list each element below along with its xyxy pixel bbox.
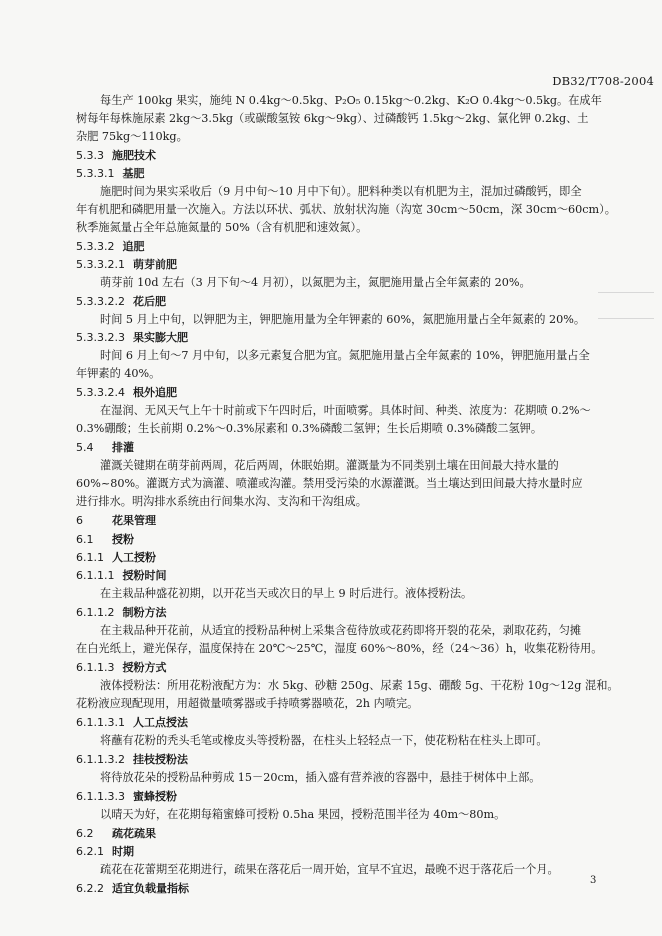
section-number: 5.3.3.1	[76, 167, 115, 180]
section-title: 疏花疏果	[112, 827, 156, 840]
section-heading	[76, 827, 156, 841]
section-heading	[76, 331, 188, 345]
section-heading	[76, 295, 166, 309]
body-text-line: 疏花在花蕾期至花期进行，疏果在落花后一周开始，宜早不宜迟，最晚不迟于落花后一个月。	[100, 863, 559, 876]
section-title: 时期	[112, 845, 134, 858]
section-title: 人工点授法	[132, 716, 188, 729]
section-number: 6.1.1.3	[76, 661, 115, 674]
section-title: 果实膨大肥	[132, 331, 188, 344]
section-heading	[76, 569, 166, 583]
section-title: 萌芽前肥	[132, 258, 177, 271]
section-number: 6.2.1	[76, 845, 104, 858]
section-number: 6.1.1	[76, 551, 104, 564]
body-text-line: 每生产 100kg 果实，施纯 N 0.4kg～0.5kg、P₂O₅ 0.15kg～0.2kg、K₂O 0.4kg～0.5kg。在成年	[100, 94, 602, 107]
section-title: 施肥技术	[112, 149, 156, 162]
section-heading	[76, 149, 156, 163]
body-text-line: 杂肥 75kg～110kg。	[76, 130, 188, 143]
section-number: 6.2	[76, 827, 94, 840]
scan-edge-mark	[598, 292, 654, 293]
body-text-line: 在湿润、无风天气上午十时前或下午四时后，叶面喷雾。具体时间、种类、浓度为：花期喷 0.2%～	[100, 404, 591, 417]
section-heading	[76, 790, 177, 804]
section-heading	[76, 753, 188, 767]
section-title: 根外追肥	[132, 386, 177, 399]
body-text-line: 施肥时间为果实采收后（9 月中旬～10 月中下旬）。肥料种类以有机肥为主，混加过磷酸钙，即全	[100, 185, 582, 198]
section-number: 6.1.1.2	[76, 606, 115, 619]
body-text-line: 液体授粉法：所用花粉液配方为：水 5kg、砂糖 250g、尿素 15g、硼酸 5g、干花粉 10g～12g 混和。	[100, 679, 619, 692]
section-heading	[76, 386, 177, 400]
body-text-line: 在主栽品种盛花初期，以开花当天或次日的早上 9 时后进行。液体授粉法。	[100, 587, 473, 600]
body-text-line: 年钾素的 40%。	[76, 367, 161, 380]
section-title: 制粉方法	[122, 606, 167, 619]
body-text-line: 在白光纸上，避光保存，温度保持在 20℃～25℃，湿度 60%～80%，经（24～36）h，收集花粉待用。	[76, 642, 603, 655]
section-title: 排灌	[112, 441, 134, 454]
section-number: 6.1.1.3.3	[76, 790, 125, 803]
section-number: 6.1.1.1	[76, 569, 115, 582]
section-title: 基肥	[122, 167, 145, 180]
body-text-line: 将待放花朵的授粉品种剪成 15－20cm，插入盛有营养液的容器中，悬挂于树体中上部。	[100, 771, 541, 784]
section-number: 6.1.1.3.2	[76, 753, 125, 766]
section-title: 蜜蜂授粉	[132, 790, 177, 803]
section-title: 追肥	[122, 240, 145, 253]
body-text-line: 0.3%硼酸；生长前期 0.2%～0.3%尿素和 0.3%磷酸二氢钾；生长后期喷 0.3%磷酸二氢钾。	[76, 422, 543, 435]
section-heading	[76, 661, 166, 675]
scan-edge-mark	[598, 318, 654, 319]
section-heading	[76, 606, 166, 620]
section-title: 授粉方式	[122, 661, 167, 674]
section-heading	[76, 514, 156, 528]
body-text-line: 灌溉关键期在萌芽前两周，花后两周，休眠始期。灌溉量为不同类别土壤在田间最大持水量的	[100, 459, 559, 472]
section-heading	[76, 258, 177, 272]
section-number: 6	[76, 514, 83, 527]
section-number: 5.3.3	[76, 149, 104, 162]
section-number: 6.2.2	[76, 882, 104, 895]
section-number: 5.3.3.2.1	[76, 258, 125, 271]
body-text-line: 年有机肥和磷肥用量一次施入。方法以环状、弧状、放射状沟施（沟宽 30cm～50cm，深 30cm～60cm）。	[76, 203, 616, 216]
section-heading	[76, 845, 134, 859]
section-number: 6.1.1.3.1	[76, 716, 125, 729]
section-number: 5.3.3.2	[76, 240, 115, 253]
section-number: 5.3.3.2.2	[76, 295, 125, 308]
section-title: 授粉时间	[122, 569, 167, 582]
body-text-line: 60%~80%。灌溉方式为滴灌、喷灌或沟灌。禁用受污染的水源灌溉。当土壤达到田间最大持水量时应	[76, 477, 583, 490]
body-text-line: 时间 6 月上旬～7 月中旬，以多元素复合肥为宜。氮肥施用量占全年氮素的 10%，钾肥施用量占全	[100, 349, 590, 362]
body-text-line: 秋季施氮量占全年总施氮量的 50%（含有机肥和速效氮）。	[76, 221, 368, 234]
section-title: 人工授粉	[112, 551, 156, 564]
section-title: 适宜负载量指标	[112, 882, 189, 895]
section-heading	[76, 167, 144, 181]
section-number: 5.3.3.2.4	[76, 386, 125, 399]
section-title: 挂枝授粉法	[132, 753, 188, 766]
page-number: 3	[590, 875, 597, 886]
body-text-line: 在主栽品种开花前，从适宜的授粉品种树上采集含苞待放或花药即将开裂的花朵，剥取花药，匀摊	[100, 624, 582, 637]
body-text-line: 时间 5 月上中旬，以钾肥为主，钾肥施用量为全年钾素的 60%，氮肥施用量占全年氮素的 20%。	[100, 313, 586, 326]
section-heading	[76, 882, 189, 896]
body-text-line: 以晴天为好，在花期每箱蜜蜂可授粉 0.5ha 果园，授粉范围半径为 40m～80m。	[100, 808, 506, 821]
section-title: 授粉	[112, 533, 134, 546]
body-text-line: 萌芽前 10d 左右（3 月下旬～4 月初），以氮肥为主，氮肥施用量占全年氮素的 20%。	[100, 276, 531, 289]
document-code: DB32/T708-2004	[552, 74, 654, 88]
section-number: 6.1	[76, 533, 94, 546]
section-number: 5.3.3.2.3	[76, 331, 125, 344]
section-heading	[76, 551, 156, 565]
section-number: 5.4	[76, 441, 94, 454]
body-text-line: 将蘸有花粉的秃头毛笔或橡皮头等授粉器，在柱头上轻轻点一下，使花粉粘在柱头上即可。	[100, 734, 548, 747]
section-title: 花果管理	[112, 514, 156, 527]
section-title: 花后肥	[132, 295, 166, 308]
body-text-line: 花粉液应现配现用，用超微量喷雾器或手持喷雾器喷花，2h 内喷完。	[76, 697, 419, 710]
section-heading	[76, 240, 144, 254]
section-heading	[76, 533, 134, 547]
section-heading	[76, 716, 188, 730]
body-text-line: 进行排水。明沟排水系统由行间集水沟、支沟和干沟组成。	[76, 495, 367, 508]
section-heading	[76, 441, 134, 455]
body-text-line: 树每年每株施尿素 2kg～3.5kg（或碳酸氢铵 6kg～9kg）、过磷酸钙 1.5kg～2kg、氯化钾 0.2kg、土	[76, 112, 589, 125]
